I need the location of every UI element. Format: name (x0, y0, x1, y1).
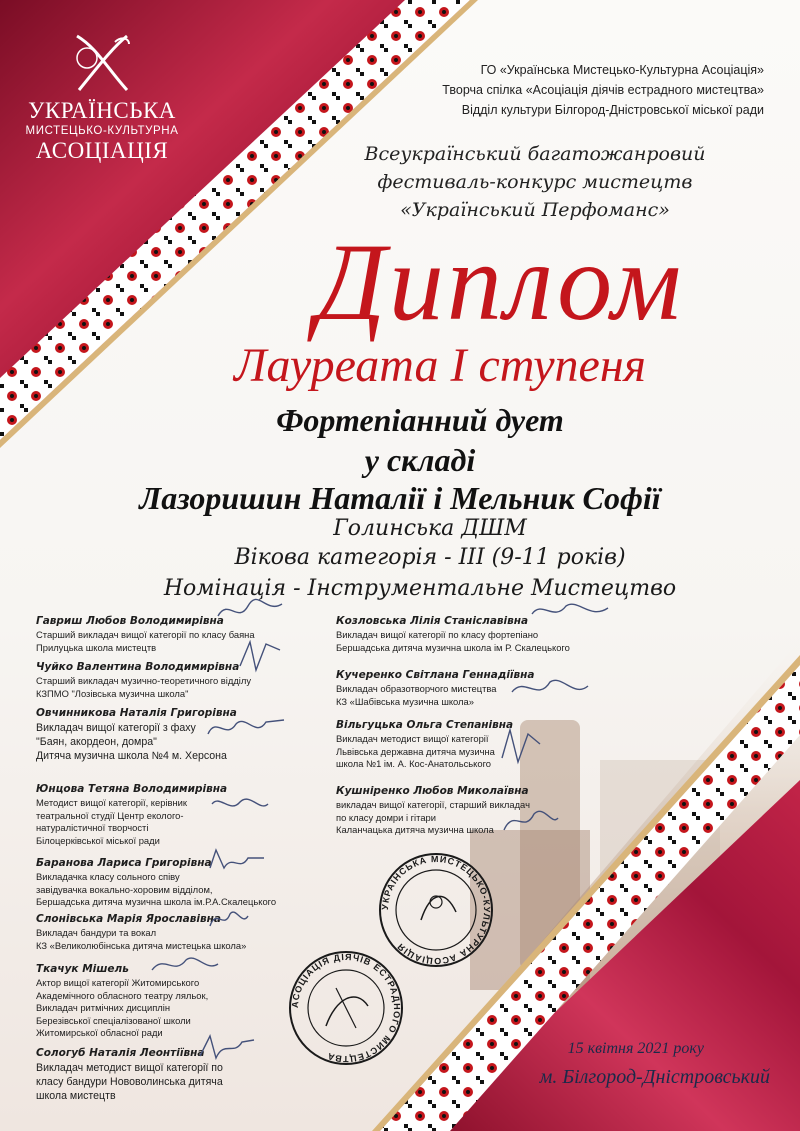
jury-position: Дитяча музична школа №4 м. Херсона (36, 750, 227, 762)
jury-position: Березівської спеціалізованої школи (36, 1014, 191, 1026)
association-logo (12, 28, 192, 178)
logo-text-line2: МИСТЕЦЬКО-КУЛЬТУРНА (25, 125, 179, 137)
jury-position: натуралістичної творчості (36, 822, 149, 833)
festival-title (300, 140, 770, 224)
logo-text-line1: УКРАЇНСЬКА (28, 98, 176, 123)
jury-position: Викладач вищої категорії по класу фортепіано (336, 629, 539, 640)
jury-name: Сологуб Наталія Леонтіївна (36, 1047, 205, 1059)
issue-date: 15 квітня 2021 року (567, 1040, 704, 1057)
jury-position: Каланчацька дитяча музична школа (336, 824, 494, 835)
jury-name: Вільгуцька Ольга Степанівна (336, 719, 514, 731)
jury-position: Львівська державна дитяча музична (336, 745, 495, 757)
jury-position: КЗ «Шабівська музична школа» (336, 695, 474, 707)
jury-position: "Баян, акордеон, домра" (36, 736, 157, 748)
signature-ovchynnykova (206, 712, 286, 742)
jury-position: Старший викладач музично-теоретичного відділу (36, 675, 252, 686)
signature-gavrysh (216, 596, 286, 626)
jury-position: КЗ «Великолюбінська дитяча мистецька школа» (36, 939, 247, 951)
organizer-line: Відділ культури Білгород-Дністровської міської ради (461, 103, 764, 117)
jury-position: Прилуцька школа мистецтв (36, 641, 157, 653)
jury-position: Академічного обласного театру ляльок, (36, 989, 209, 1001)
jury-position: Білоцерківської міської ради (36, 834, 160, 846)
signature-slonivska (206, 904, 250, 934)
jury-position: Старший викладач вищої категорії по класу баяна (36, 629, 255, 640)
nomination: Номінація - Інструментальне Мистецтво (163, 576, 677, 601)
jury-member (336, 718, 513, 771)
school-name: Голинська ДШМ (333, 516, 527, 541)
jury-member (36, 1046, 223, 1103)
age-category: Вікова категорія - III (9-11 років) (234, 545, 626, 570)
jury-position: Методист вищої категорії, керівник (36, 797, 188, 808)
organizers-block (442, 60, 764, 120)
jury-name: Кушніренко Любов Миколаївна (336, 785, 529, 797)
award-ensemble: Фортепіанний дует (276, 402, 564, 438)
organizer-line: Творча спілка «Асоціація діячів естрадного мистецтва» (442, 83, 764, 97)
festival-line: фестиваль-конкурс мистецтв (377, 171, 693, 193)
jury-position: по класу домри і гітари (336, 811, 436, 823)
jury-member (336, 668, 535, 708)
jury-position: Викладач бандури та вокал (36, 927, 157, 938)
diploma-title: Диплом (315, 221, 685, 343)
jury-position: класу бандури Нововолинська дитяча (36, 1076, 223, 1088)
jury-position: Викладач методист вищої категорії по (36, 1062, 223, 1074)
jury-member (36, 660, 251, 700)
award-composition: у складі (364, 442, 476, 478)
award-participants: Лазоришин Наталії і Мельник Софії (139, 480, 661, 516)
jury-position: Бершадська дитяча музична школа ім.Р.А.Скалецького (36, 896, 277, 907)
jury-name: Козловська Лілія Станіславівна (336, 615, 529, 627)
jury-name: Чуйко Валентина Володимирівна (36, 661, 240, 673)
jury-position: Викладачка класу сольного співу (36, 871, 180, 882)
jury-name: Баранова Лариса Григорівна (36, 857, 212, 869)
jury-position: театральної студії Центр еколого- (36, 809, 184, 821)
jury-position: КЗПМО "Лозівська музична школа" (36, 687, 189, 699)
jury-position: Житомирської обласної ради (36, 1027, 163, 1038)
festival-line: Всеукраїнський багатожанровий (364, 143, 706, 165)
jury-name: Юнцова Тетяна Володимирівна (36, 783, 228, 795)
jury-position: завідувачка вокально-хоровим відділом, (36, 883, 213, 895)
jury-position: Викладач методист вищої категорії (336, 733, 489, 744)
jury-name: Слонівська Марія Ярославівна (36, 913, 221, 925)
jury-position: Викладач образотворчого мистецтва (336, 683, 497, 694)
jury-name: Кучеренко Світлана Геннадіївна (336, 669, 535, 681)
jury-position: Бершадська дитяча музична школа ім Р. Скалецького (336, 641, 570, 653)
signature-kushnirenko (500, 800, 560, 840)
signature-sologub (196, 1030, 256, 1064)
logo-monogram-icon (57, 28, 147, 98)
stamp-text-association: УКРАЇНСЬКА МИСТЕЦЬКО-КУЛЬТУРНА АСОЦІАЦІЯ (379, 853, 493, 967)
issue-city: м. Білгород-Дністровський (539, 1066, 770, 1088)
signature-vilhutska (496, 724, 546, 768)
laureate-degree: Лауреата І ступеня (234, 339, 646, 392)
jury-position: Викладач вищої категорії з фаху (36, 722, 196, 734)
estrada-stamp (286, 948, 406, 1068)
signature-yuntsova (210, 790, 270, 818)
jury-position: Викладач ритмічних дисциплін (36, 1002, 171, 1013)
organizer-line: ГО «Українська Мистецько-Культурна Асоціація» (480, 63, 764, 77)
signature-tkachuk (150, 950, 220, 980)
jury-position: Актор вищої категорії Житомирського (36, 977, 200, 988)
jury-name: Ткачук Мішель (36, 963, 129, 975)
signature-kucherenko (510, 672, 590, 706)
jury-position: школа №1 ім. А. Кос-Анатольського (336, 758, 491, 769)
signature-chuiko (236, 636, 286, 676)
festival-line: «Український Перфоманс» (400, 199, 670, 221)
jury-member (36, 782, 227, 847)
jury-position: викладач вищої категорії, старший викладач (336, 799, 530, 810)
signature-baranova (206, 844, 266, 876)
jury-position: школа мистецтв (36, 1090, 116, 1102)
jury-name: Овчинникова Наталія Григорівна (36, 707, 237, 719)
logo-text-line3: АСОЦІАЦІЯ (35, 138, 169, 163)
stamp-text-estrada: АСОЦІАЦІЯ ДІЯЧІВ ЕСТРАДНОГО МИСТЕЦТВА (289, 951, 403, 1065)
signature-kozlovska (530, 596, 610, 626)
jury-name: Гавриш Любов Володимирівна (36, 615, 224, 627)
